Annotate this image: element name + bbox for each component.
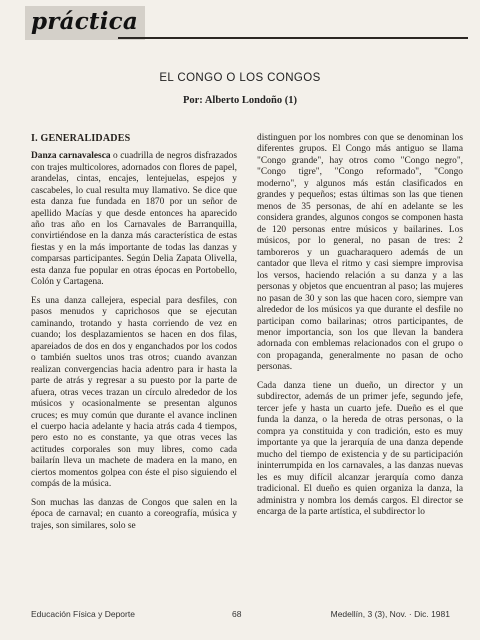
page-number: 68 <box>232 609 242 619</box>
paragraph-2: Es una danza callejera, especial para desfiles, con pasos menudos y caprichosos que se ejecutan caminando, trotando y hasta corriendo de vez en cuando; los desplazamientos se hacen en dos filas, apareiados de dos en dos y enganchados por los codos o también sueltos unos tras otros; cuando avanzan realizan convergencias hacia adentro para ir hasta la parte de atrás y regresar a su puesto por la parte de afuera, otras veces trazan un círculo alrededor de los músicos y ocasionalmente se presentan algunos cruces; es muy común que durante el avance inclinen el cuerpo hacia adelante y hacia atrás cada 4 tiempos, pero esto no es constante, ya que otras veces las actitudes corporales son muy libres, como cada bailarín lleva un machete de madera en la mano, en ciertos momentos golpea con éste el piso siguiendo el compás de la música. <box>31 295 237 490</box>
right-column <box>257 133 463 525</box>
section-heading: I. GENERALIDADES <box>31 133 131 144</box>
lead-text: Danza carnavalesca <box>31 151 111 162</box>
section-label: práctica <box>31 8 138 35</box>
header-rule <box>118 37 468 39</box>
paragraph-4: distinguen por los nombres con que se denominan los diferentes grupos. El Congo más antiguo se llama "Congo grande", hay otros como "Congo negro", "Congo tigre", "Congo reformado", "Congo moderno", y algunos más están clasificados en grandes y pequeños; estas últimas son las que tienen menos de 35 personas, de ahí en adelante se les considera grandes, algunos congos se componen hasta de 120 personas entre músicos y bailarines. Los músicos, por lo general, no pasan de tres: 2 tamboreros y un guacharaquero además de un cantador que lleva el ritmo y casi siempre improvisa los versos, haciendo relación a su danza y a las personas y objetos que encuentran al paso; las mujeres no pasan de 30 y son las que hacen coro, siempre van alrededor de los músicos ya que durante el desfile no participan como bailarinas; otros participantes, de menor importancia, son los que llevan la bandera adornada con emblemas relacionados con el grupo o con propaganda, generalmente no pasan de ocho personas. <box>257 133 463 373</box>
footer-issue: Medellín, 3 (3), Nov. · Dic. 1981 <box>330 609 450 619</box>
section-label-box <box>25 6 145 40</box>
paragraph-1-text: o cuadrilla de negros disfrazados con trajes multicolores, adornados con flores de papel, arandelas, cintas, encajes, lentejuelas, espejos y cascabeles, lo cual resulta muy llamativo. Se dice que esta danza fue fundada en 1870 por un señor de apellido Macías y que desde entonces ha aparecido año tras año en los Carnavales de Barranquilla, convirtiéndose en la danza más característica de estas fiestas y en la más importante de todas las danzas y comparsas participantes. Según Delia Zapata Olivella, esta danza fue popular en otras épocas en Portobello, Colón y Cartagena. <box>31 151 237 288</box>
left-column <box>31 133 237 539</box>
paragraph-1 <box>31 151 237 289</box>
paragraph-5: Cada danza tiene un dueño, un director y un subdirector, además de un primer jefe, segundo jefe, tercer jefe y hasta un cuarto jefe. Dueño es el que funda la danza, o la hereda de otras personas, o la compra ya constituida y con tradición, esto es muy importante ya que la jerarquía de una danza depende mucho del tiempo de existencia y de su participación ininterrumpida en los carnavales, a las danzas nuevas les es muy difícil alcanzar jerarquía como danza tradicional. El dueño es quien organiza la danza, la administra y nombra los demás cargos. El director se encarga de la parte artística, el subdirector lo <box>257 380 463 517</box>
article-title: EL CONGO O LOS CONGOS <box>159 72 321 84</box>
footer-journal: Educación Física y Deporte <box>31 609 135 619</box>
paragraph-3: Son muchas las danzas de Congos que salen en la época de carnaval; en cuanto a coreografía, música y trajes, son similares, solo se <box>31 497 237 531</box>
article-author: Por: Alberto Londoño (1) <box>182 95 298 106</box>
